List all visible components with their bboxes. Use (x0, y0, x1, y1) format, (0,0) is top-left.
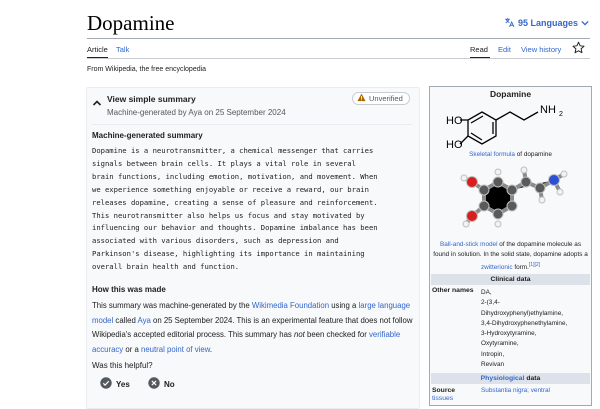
other-name: Revivan (481, 361, 505, 369)
link-large-language-model[interactable]: large language model (92, 301, 411, 325)
link-wikimedia-foundation[interactable]: Wikimedia Foundation (251, 301, 330, 310)
yes-button[interactable] (100, 377, 130, 391)
text-run: data (524, 375, 541, 382)
machine-summary-text (92, 145, 414, 274)
tabs-divider (87, 58, 590, 59)
no-button[interactable] (148, 377, 175, 391)
tab-talk[interactable]: Talk (116, 45, 130, 54)
feedback-prompt: Was this helpful? (92, 361, 153, 370)
reference-links[interactable]: [1][2] (528, 262, 541, 268)
text-run: . (209, 344, 213, 354)
summary-line: signals between brain cells. It plays a vital role in several (92, 158, 356, 168)
summary-divider (92, 124, 412, 125)
tab-edit[interactable]: Edit (498, 45, 511, 54)
hydroxyl-label-bottom: HO (446, 139, 463, 150)
summary-line: Dopamine is a neurotransmitter, a chemical messenger that carries (92, 146, 374, 155)
link-ball-and-stick-model[interactable]: Ball-and-stick model (439, 241, 498, 248)
language-selector[interactable] (504, 17, 589, 28)
hydroxyl-label-top: HO (446, 115, 463, 127)
text-run: form. (512, 264, 529, 272)
other-name: DA, (481, 289, 492, 296)
badge-label: Unverified (369, 94, 403, 103)
tagline: From Wikipedia, the free encyclopedia (87, 66, 207, 73)
summary-line: brain functions, including emotion, motivation, and movement. When (92, 171, 378, 181)
close-icon (148, 377, 160, 391)
tab-view-history[interactable]: View history (521, 45, 562, 54)
other-name: Intropin, (481, 350, 505, 358)
emphasis: not (293, 330, 305, 339)
star-icon[interactable] (572, 41, 585, 59)
other-name: Dihydroxyphenyl)ethylamine, (481, 309, 564, 317)
ball-and-stick-model-image[interactable] (454, 164, 570, 236)
text-run: of the dopamine molecule as found in solution. In the solid state, dopamine adopts a (433, 241, 588, 258)
source-tissues-label-link[interactable]: tissues (432, 395, 454, 402)
other-name: 3-Hydroxytyramine, (481, 330, 537, 338)
unverified-badge (352, 92, 410, 105)
translate-icon (504, 17, 515, 28)
nh2-subscript: 2 (559, 111, 563, 118)
summary-byline: Machine-generated by Aya on 25 September 2024 (107, 108, 286, 117)
other-name: Oxytyramine, (481, 340, 519, 348)
alert-icon (357, 93, 366, 104)
infobox-title: Dopamine (489, 89, 532, 99)
nh2-label: NH (540, 104, 556, 116)
text-run: This summary was machine-generated by the (92, 301, 252, 310)
link-skeletal-formula[interactable]: Skeletal formula (469, 151, 515, 158)
link-zwitterionic[interactable]: zwitterionic (480, 264, 513, 272)
link-neutral-point-of-view[interactable]: neutral point of view (140, 344, 210, 354)
summary-line: This neurotransmitter also helps us focus and stay motivated by (92, 210, 365, 220)
text-run: called (113, 315, 138, 325)
ball-and-stick-caption (432, 240, 589, 273)
other-names-label: Other names (432, 287, 474, 294)
summary-line: overall brain health and function. (92, 262, 240, 272)
text-run: of dopamine (514, 151, 552, 158)
chevron-down-icon (581, 19, 589, 27)
title-divider (87, 38, 590, 39)
other-names-list (481, 288, 589, 370)
tab-read[interactable]: Read (470, 45, 488, 54)
language-label: 95 Languages (518, 17, 579, 28)
text-run: been checked for (304, 330, 369, 339)
summary-line: Parkinson's disease, highlighting its importance in maintaining (92, 249, 365, 259)
how-made-text (92, 299, 414, 357)
other-name: 2-(3,4- (481, 299, 500, 307)
page-title: Dopamine (87, 11, 175, 35)
how-made-heading: How this was made (92, 285, 166, 294)
no-label: No (164, 379, 175, 389)
text-run: using a (329, 301, 359, 310)
machine-summary-heading: Machine-generated summary (92, 131, 203, 140)
skeletal-formula-image[interactable] (446, 102, 576, 150)
summary-line: associated with various disorders, such as depression and (92, 236, 339, 246)
clinical-data-header: Clinical data (431, 274, 590, 285)
physiological-data-header (431, 373, 590, 384)
check-icon (100, 377, 112, 391)
link-aya[interactable]: Aya (137, 315, 151, 325)
text-run: or a (123, 344, 141, 354)
summary-line: we experience something enjoyable or receive a reward, our brain (92, 184, 369, 194)
link-physiological[interactable]: Physiological (480, 375, 525, 382)
text-run: on 25 September 2024. This is an experimental feature that does not follow Wikipedia's accepted editorial process. This summary has (92, 315, 413, 339)
source-tissues-label: Source (432, 387, 456, 394)
summary-toggle[interactable]: View simple summary (107, 94, 196, 104)
summary-line: influencing our behavior and thoughts. Dopamine imbalance has been (92, 223, 378, 233)
tab-article[interactable]: Article (87, 45, 108, 54)
chevron-up-icon[interactable] (92, 95, 102, 113)
skeletal-caption (432, 151, 589, 158)
link-verifiable-accuracy[interactable]: verifiable accuracy (92, 330, 401, 354)
summary-line: releases dopamine, creating a sense of pleasure and reinforcement. (92, 197, 378, 207)
other-name: 3,4-Dihydroxyphenethylamine, (481, 319, 568, 327)
yes-label: Yes (116, 379, 130, 389)
source-tissues-value[interactable]: Substantia nigra; ventral (481, 387, 550, 394)
